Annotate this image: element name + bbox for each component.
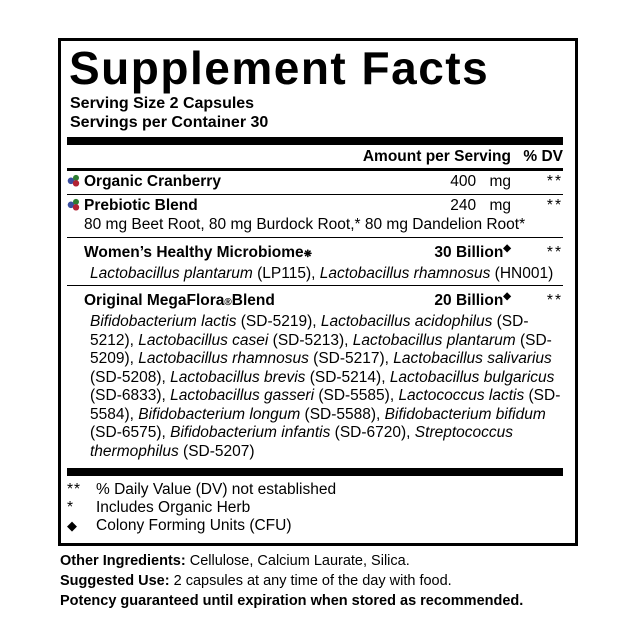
diamond-mark: ◆	[503, 291, 511, 302]
section-prebiotic-blend	[67, 195, 563, 238]
ingredient-label: Prebiotic Blend	[84, 197, 198, 214]
footnotes	[67, 481, 563, 535]
section-womens-healthy-microbiome	[67, 238, 563, 287]
suggested-use-label: Suggested Use:	[60, 573, 170, 589]
megaflora-species-list: Bifidobacterium lactis (SD-5219), Lactobacillus acidophilus (SD-5212), Lactobacillus casei (SD-5213), Lactobacillus plantarum (SD-5209), Lactobacillus rhamnosus (SD-5217), Lactobacillus salivarius (SD-5208), Lactobacillus brevis (SD-5214), Lactobacillus bulgaricus (SD-6833), Lactobacillus gasseri (SD-5585), Lactococcus lactis (SD-5584), Bifidobacterium longum (SD-5588), Bifidobacterium bifidum (SD-6575), Bifidobacterium infantis (SD-6720), Streptococcus thermophilus (SD-5207)	[90, 313, 561, 460]
diamond-mark: ◆	[503, 242, 511, 254]
amount-cell: 30 Billion◆	[434, 242, 511, 261]
panel-title: Supplement Facts	[69, 42, 490, 94]
ingredient-label: Organic Cranberry	[84, 173, 221, 190]
divider-thick-top	[67, 137, 563, 145]
microbiome-species-list: Lactobacillus plantarum (LP115), Lactobacillus rhamnosus (HN001)	[90, 264, 554, 282]
row-original-megaflora-blend	[67, 287, 563, 313]
dv-cell: **	[546, 173, 563, 190]
footnote-organic	[67, 499, 563, 517]
dv-cell: **	[546, 243, 563, 261]
servings-per-container: Servings per Container 30	[70, 114, 269, 131]
row-organic-cranberry	[67, 172, 563, 192]
row-prebiotic-blend	[67, 196, 563, 216]
tricolor-brand-icon	[67, 197, 80, 217]
blend-name: Women’s Healthy Microbiome ❋	[84, 243, 312, 265]
suggested-use-line	[60, 571, 585, 591]
ingredient-name	[67, 172, 221, 192]
footnote-text: Colony Forming Units (CFU)	[96, 517, 292, 534]
footnote-symbol: **	[67, 481, 82, 498]
amount-cell: 20 Billion◆	[434, 291, 511, 309]
amount-cell: 400 mg	[450, 173, 511, 190]
footnote-text: % Daily Value (DV) not established	[96, 481, 337, 498]
suggested-use-text: 2 capsules at any time of the day with food.	[173, 573, 452, 589]
amount-per-serving-header: Amount per Serving	[362, 148, 511, 165]
supplement-facts-panel	[58, 38, 578, 546]
footnote-cfu	[67, 517, 563, 535]
below-panel-notes	[60, 551, 585, 611]
potency-line: Potency guaranteed until expiration when stored as recommended.	[60, 593, 524, 609]
flower-mark: ❋	[303, 248, 313, 260]
amount-cell: 240 mg	[450, 197, 511, 214]
ingredient-name	[67, 196, 198, 216]
other-ingredients-label: Other Ingredients:	[60, 553, 186, 569]
footnote-dv	[67, 481, 563, 499]
row-womens-healthy-microbiome	[67, 239, 563, 265]
section-organic-cranberry	[67, 171, 563, 195]
percent-dv-header: % DV	[523, 148, 563, 165]
section-original-megaflora-blend	[67, 286, 563, 463]
divider-thick-bottom	[67, 468, 563, 476]
column-headers	[67, 145, 563, 171]
diamond-icon: ◆	[67, 518, 78, 533]
prebiotic-components: 80 mg Beet Root, 80 mg Burdock Root,* 80 mg Dandelion Root*	[84, 216, 526, 233]
footnote-text: Includes Organic Herb	[96, 499, 251, 516]
registered-mark: ®	[224, 297, 232, 308]
serving-size: Serving Size 2 Capsules	[70, 95, 255, 112]
blend-name: Original MegaFlora ® Blend	[84, 291, 275, 313]
dv-cell: **	[546, 292, 563, 309]
other-ingredients-text: Cellulose, Calcium Laurate, Silica.	[189, 553, 410, 569]
dv-cell: **	[546, 197, 563, 214]
other-ingredients-line	[60, 551, 585, 571]
tricolor-brand-icon	[67, 173, 80, 193]
footnote-symbol: *	[67, 499, 75, 516]
